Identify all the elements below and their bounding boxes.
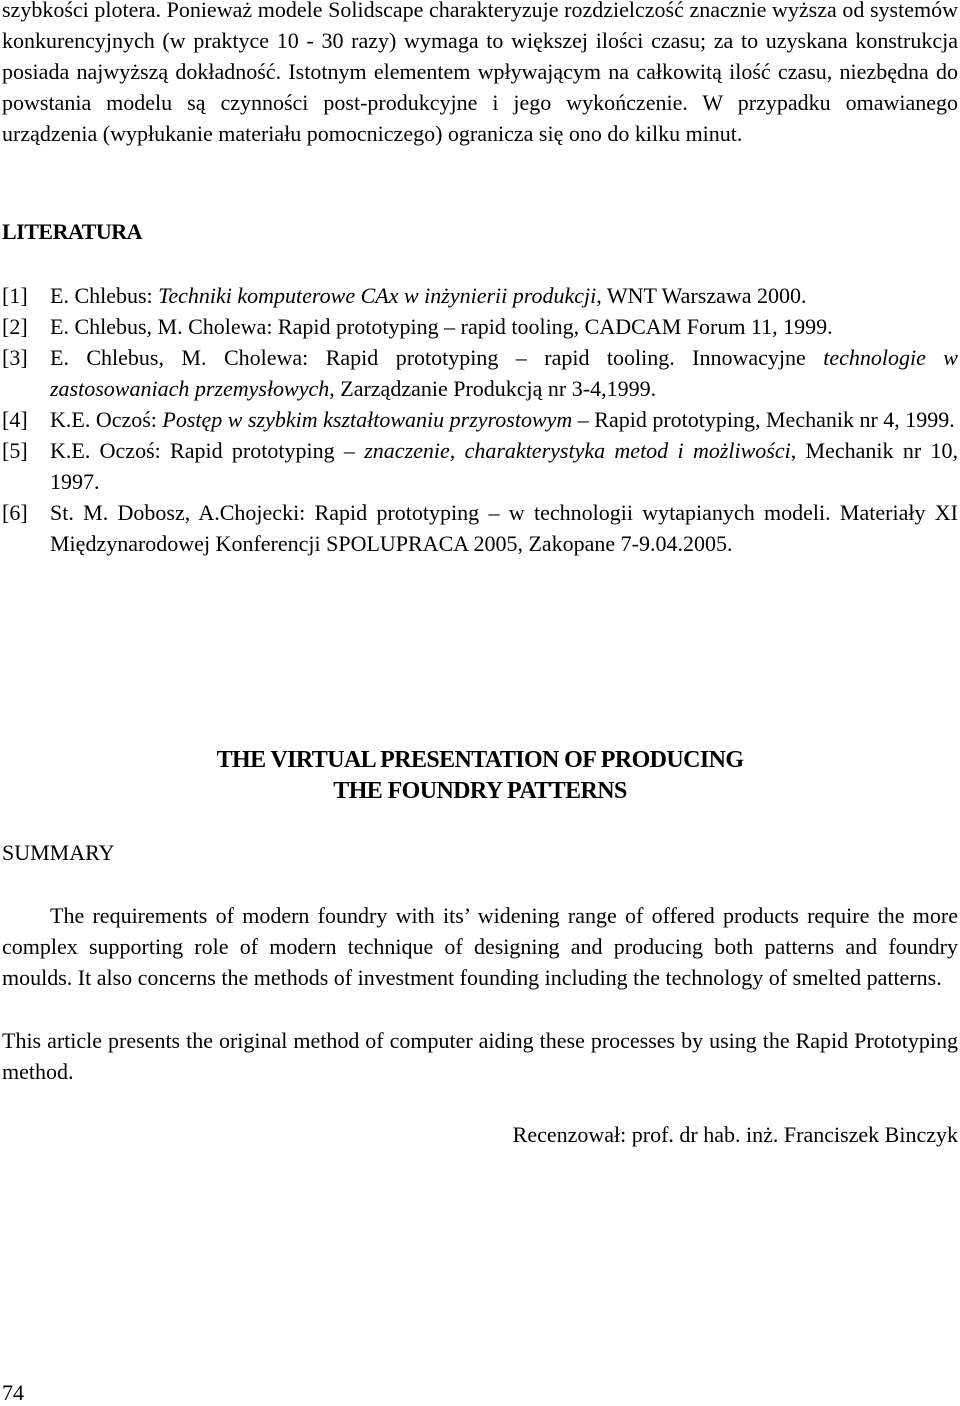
reference-authors: E. Chlebus: [50,283,159,308]
summary-paragraph-2: This article presents the original method of computer aiding these processes by using the Rapid Prototyping method. [2,1028,958,1084]
reference-rest: , Mechanik nr 10, 1997. [50,438,958,494]
reference-item [2,311,958,342]
reference-item [2,404,958,435]
page-number: 74 [2,1380,24,1405]
english-title-line-2: THE FOUNDRY PATTERNS [333,778,627,804]
intro-paragraph: szybkości plotera. Ponieważ modele Solidscape charakteryzuje rozdzielczość znacznie wyższa od systemów konkurencyjnych (w praktyce 10 - 30 razy) wymaga to większej ilości czasu; za to uzyskana konstrukcja posiada najwyższą dokładność. Istotnym elementem wpływającym na całkowitą ilość czasu, niezbędna do powstania modelu są czynności post-produkcyjne i jego wykończenie. W przypadku omawianego urządzenia (wypłukanie materiału pomocniczego) ogranicza się ono do kilku minut. [2,0,958,146]
english-title-line-1: THE VIRTUAL PRESENTATION OF PRODUCING [216,747,744,773]
reference-number: [5] [2,438,28,463]
reference-title: Postęp w szybkim kształtowaniu przyrostowym [162,407,573,432]
reference-number: [1] [2,283,28,308]
english-title [0,745,960,807]
reference-title: Techniki komputerowe CAx w inżynierii produkcji [158,283,597,308]
reference-item [2,435,958,497]
reviewer-line: Recenzował: prof. dr hab. inż. Franciszek Binczyk [512,1122,958,1147]
summary-label: SUMMARY [2,840,115,865]
reference-authors: E. Chlebus, M. Cholewa: Rapid prototyping – rapid tooling, CADCAM Forum 11, 1999. [50,314,833,339]
reference-number: [3] [2,345,28,370]
literature-heading: LITERATURA [2,219,143,244]
reference-list [2,280,958,559]
reference-rest: , Zarządzanie Produkcją nr 3-4,1999. [329,376,657,401]
reference-item [2,342,958,404]
reference-rest: , WNT Warszawa 2000. [596,283,807,308]
reference-number: [6] [2,500,28,525]
reference-item [2,497,958,559]
reference-title: technologie w zastosowaniach przemysłowych [50,345,958,401]
reference-authors: St. M. Dobosz, A.Chojecki: Rapid prototyping – w technologii wytapianych modeli. Materiały XI Międzynarodowej Konferencji SPOLUPRACA 2005, Zakopane 7-9.04.2005. [50,500,958,556]
reference-rest: – Rapid prototyping, Mechanik nr 4, 1999. [572,407,955,432]
summary-paragraph-1: The requirements of modern foundry with its’ widening range of offered products require the more complex supporting role of modern technique of designing and producing both patterns and foundry moulds. It also concerns the methods of investment founding including the technology of smelted patterns. [2,903,958,990]
reference-item [2,280,958,311]
reference-authors: E. Chlebus, M. Cholewa: Rapid prototyping – rapid tooling. Innowacyjne [50,345,824,370]
reference-number: [2] [2,314,28,339]
reference-authors: K.E. Oczoś: [50,407,163,432]
reference-title: znaczenie, charakterystyka metod i możliwości [364,438,791,463]
reference-number: [4] [2,407,28,432]
reference-authors: K.E. Oczoś: Rapid prototyping – [50,438,365,463]
